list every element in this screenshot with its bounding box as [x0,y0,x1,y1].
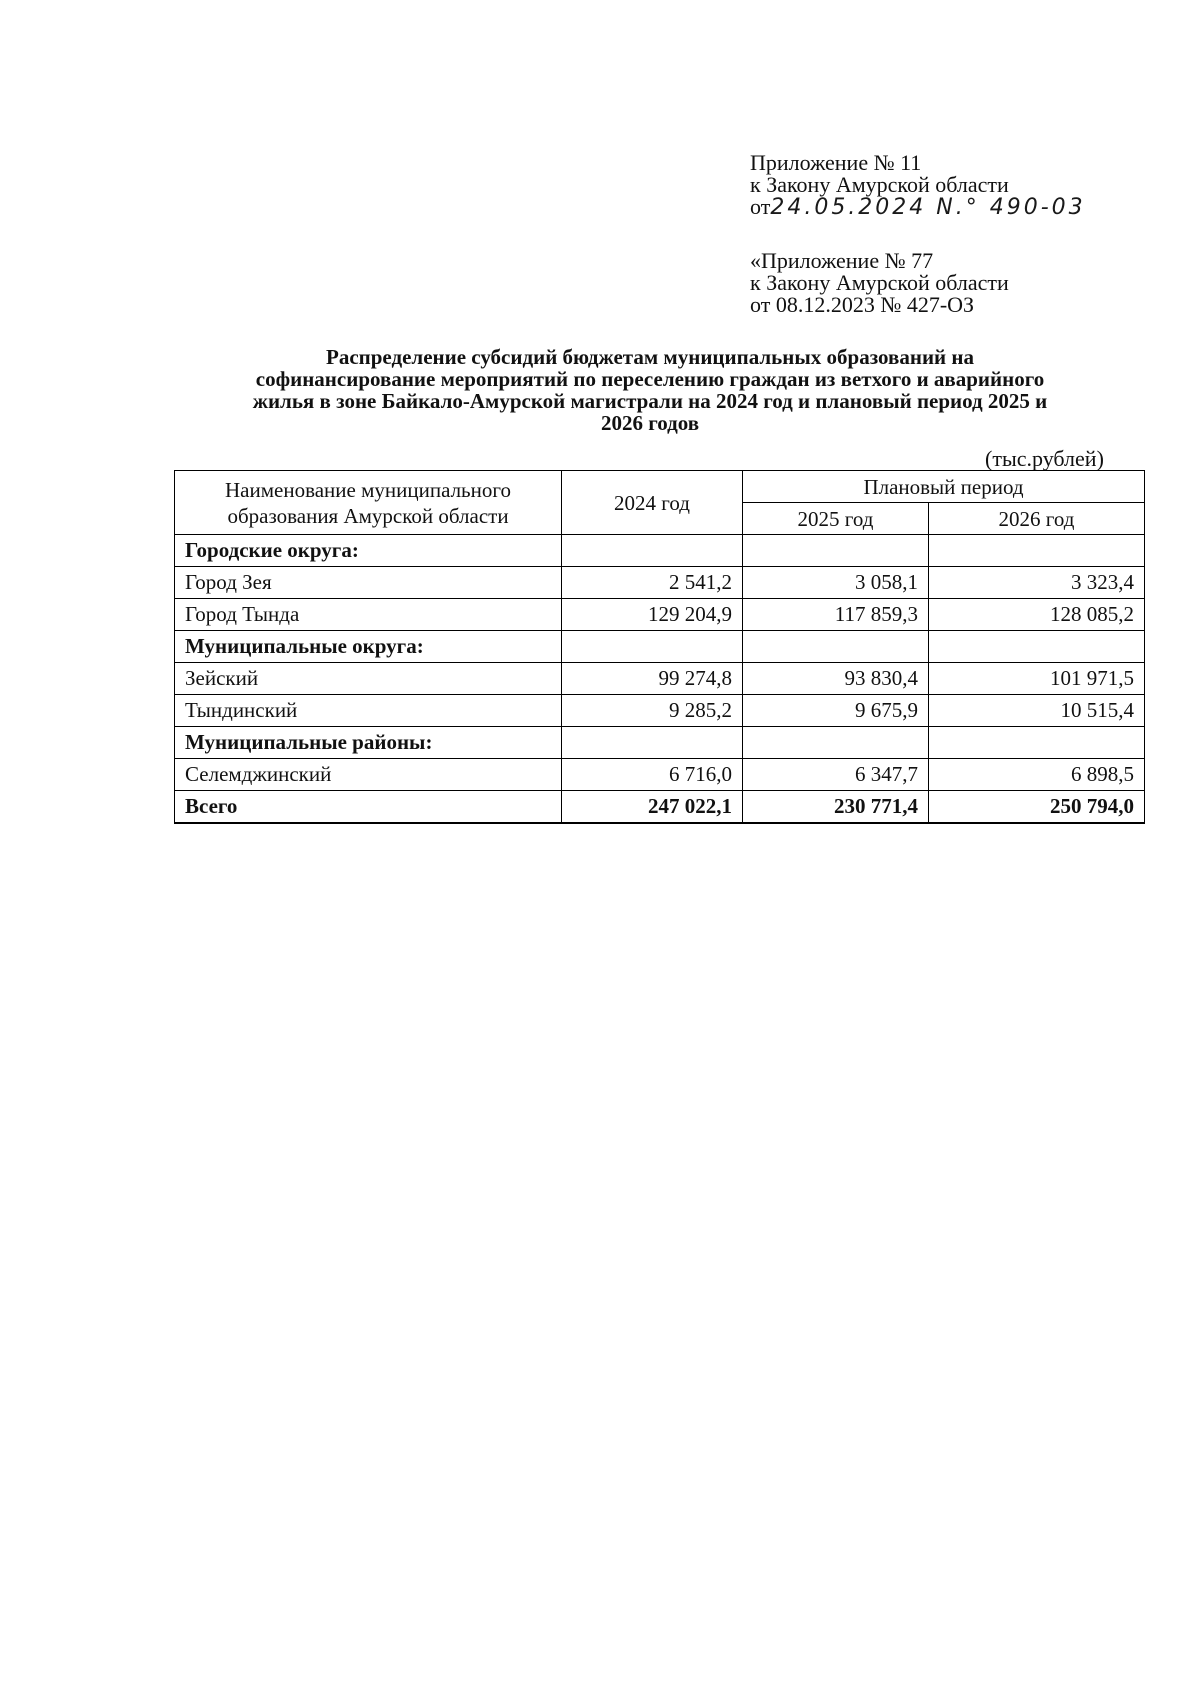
title-line-3: жилья в зоне Байкало-Амурской магистрали на 2024 год и плановый период 2025 и [252,389,1048,413]
handwritten-date-number: 24.05.2024 N.° 490-03 [770,195,1086,220]
group-row [175,631,1145,663]
cell-name: Город Тында [175,599,562,631]
cell-2025: 6 347,7 [743,759,929,791]
table-row [175,599,1145,631]
cell-2024 [562,535,743,567]
cell-2026: 6 898,5 [929,759,1145,791]
total-row [175,791,1145,824]
cell-2025 [743,727,929,759]
header-2024: 2024 год [562,471,743,535]
table-row [175,567,1145,599]
cell-2024: 2 541,2 [562,567,743,599]
title-line-2: софинансирование мероприятий по переселению граждан из ветхого и аварийного [255,367,1045,391]
group-row [175,535,1145,567]
cell-2026: 250 794,0 [929,791,1145,824]
subsidy-table [174,470,1145,824]
cell-2026 [929,727,1145,759]
document-title [170,346,1130,434]
cell-name: Город Зея [175,567,562,599]
cell-2024: 9 285,2 [562,695,743,727]
cell-2025 [743,535,929,567]
cell-name: Муниципальные районы: [175,727,562,759]
cell-2025: 3 058,1 [743,567,929,599]
header-row [175,471,1145,503]
header-2026: 2026 год [929,503,1145,535]
cell-2026 [929,535,1145,567]
cell-2025: 117 859,3 [743,599,929,631]
cell-2024 [562,727,743,759]
cell-2026: 3 323,4 [929,567,1145,599]
previous-appendix-date: от 08.12.2023 № 427-ОЗ [750,292,975,317]
table-row [175,695,1145,727]
previous-appendix-law: к Закону Амурской области [750,270,1009,295]
title-line-1: Распределение субсидий бюджетам муниципальных образований на [326,345,974,369]
appendix-law: к Закону Амурской области [750,172,1009,197]
header-2025: 2025 год [743,503,929,535]
cell-2025: 93 830,4 [743,663,929,695]
table-row [175,663,1145,695]
cell-2024: 247 022,1 [562,791,743,824]
cell-name: Тындинский [175,695,562,727]
cell-2024: 6 716,0 [562,759,743,791]
cell-name: Муниципальные округа: [175,631,562,663]
cell-2026: 101 971,5 [929,663,1145,695]
previous-appendix-header [750,250,1009,316]
header-name: Наименование муниципального образования Амурской области [175,471,562,535]
cell-2026: 10 515,4 [929,695,1145,727]
cell-2026 [929,631,1145,663]
cell-2025: 9 675,9 [743,695,929,727]
appendix-date-line [750,196,1086,219]
cell-name: Зейский [175,663,562,695]
cell-2024 [562,631,743,663]
cell-2025 [743,631,929,663]
cell-2024: 129 204,9 [562,599,743,631]
group-row [175,727,1145,759]
units-label: (тыс.рублей) [985,446,1104,471]
cell-2025: 230 771,4 [743,791,929,824]
previous-appendix-number: «Приложение № 77 [750,248,934,273]
appendix-number: Приложение № 11 [750,150,922,175]
header-planned-period: Плановый период [743,471,1145,503]
cell-name: Селемджинский [175,759,562,791]
table-row [175,759,1145,791]
appendix-header [750,152,1086,219]
appendix-date-prefix: от [750,194,771,219]
cell-name: Городские округа: [175,535,562,567]
cell-2024: 99 274,8 [562,663,743,695]
cell-2026: 128 085,2 [929,599,1145,631]
title-line-4: 2026 годов [600,411,700,435]
cell-name: Всего [175,791,562,824]
